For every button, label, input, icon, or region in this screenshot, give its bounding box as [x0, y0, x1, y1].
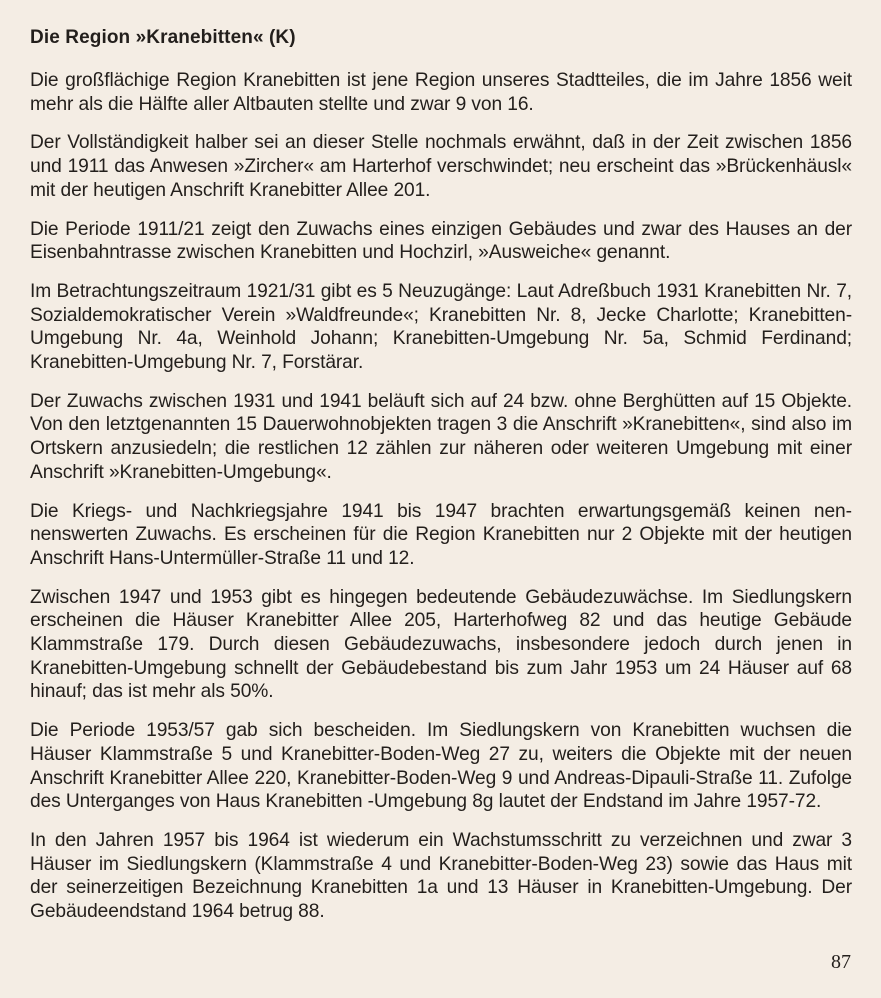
- paragraph-intro: Die großflächige Region Kranebitten ist jene Region unseres Stadtteiles, die im Jahre 1856 weit mehr als die Hälfte aller Altbauten stellte und zwar 9 von 16.: [30, 70, 852, 115]
- document-page: [30, 24, 852, 939]
- paragraph-1856-1911: Der Vollständigkeit halber sei an dieser Stelle nochmals erwähnt, daß in der Zeit zwischen 1856 und 1911 das Anwesen »Zircher« am Harterhof verschwindet; neu erscheint das »Brückenhäusl« mit der heutigen Anschrift Kranebitter Allee 201.: [30, 132, 852, 201]
- paragraph-1921-31: Im Betrachtungszeitraum 1921/31 gibt es 5 Neuzugänge: Laut Adreßbuch 1931 Kranebitten Nr. 7, Sozialdemokratischer Verein »Waldfreunde«; Kranebitten Nr. 8, Jecke Charlotte; Kranebitten-Umgebung Nr. 4a, Weinhold Johann; Kranebitten-Umgebung Nr. 5a, Schmid Ferdinand; Kranebitten-Umgebung Nr. 7, Forstärar.: [30, 280, 852, 374]
- page-number: 87: [831, 951, 851, 973]
- paragraph-1947-53: Zwischen 1947 und 1953 gibt es hingegen bedeutende Gebäudezuwächse. Im Siedlungskern erscheinen die Häuser Kranebitter Allee 205, Harterhofweg 82 und das heutige Gebäude Klammstraße 179. Durch diesen Gebäudezuwachs, insbesondere jedoch durch jenen in Kranebitten-Umgebung schnellt der Gebäudebestand bis zum Jahr 1953 um 24 Häuser auf 68 hinauf; das ist mehr als 50%.: [30, 586, 852, 703]
- paragraph-1957-64: In den Jahren 1957 bis 1964 ist wiederum ein Wachstumsschritt zu verzeichnen und zwar 3 Häuser im Siedlungskern (Klammstraße 4 und Kranebitter-Boden-Weg 23) sowie das Haus mit der seinerzeitigen Bezeichnung Kranebitten 1a und 13 Häuser in Kranebitten-Umgebung. Der Gebäudeendstand 1964 betrug 88.: [30, 829, 852, 923]
- section-heading: Die Region »Kranebitten« (K): [30, 27, 296, 48]
- paragraph-1953-57: Die Periode 1953/57 gab sich bescheiden. Im Siedlungskern von Kranebitten wuchsen die Häuser Klammstraße 5 und Kranebitter-Boden-Weg 27 zu, weiters die Objekte mit der neuen Anschrift Kranebitter Allee 220, Kranebitter-Boden-Weg 9 und Andreas-Dipauli-Straße 11. Zufolge des Unterganges von Haus Kranebitten -Umgebung 8g lautet der Endstand im Jahre 1957-72.: [30, 720, 852, 813]
- paragraph-1941-47: Die Kriegs- und Nachkriegsjahre 1941 bis 1947 brachten erwartungsgemäß keinen nennenswerten Zuwachs. Es erscheinen für die Region Kranebitten nur 2 Objekte mit der heutigen Anschrift Hans-Untermüller-Straße 11 und 12.: [30, 500, 852, 569]
- paragraph-1911-21: Die Periode 1911/21 zeigt den Zuwachs eines einzigen Gebäudes und zwar des Hauses an der Eisenbahntrasse zwischen Kranebitten und Hochzirl, »Ausweiche« genannt.: [30, 218, 852, 264]
- paragraph-1931-41: Der Zuwachs zwischen 1931 und 1941 beläuft sich auf 24 bzw. ohne Berghütten auf 15 Objekte. Von den letztgenannten 15 Dauerwohnobjekten tragen 3 die Anschrift »Kranebitten«, sind also im Ortskern anzusiedeln; die restlichen 12 zählen zur näheren oder weiteren Umgebung mit einer Anschrift »Kranebitten-Umgebung«.: [30, 390, 852, 483]
